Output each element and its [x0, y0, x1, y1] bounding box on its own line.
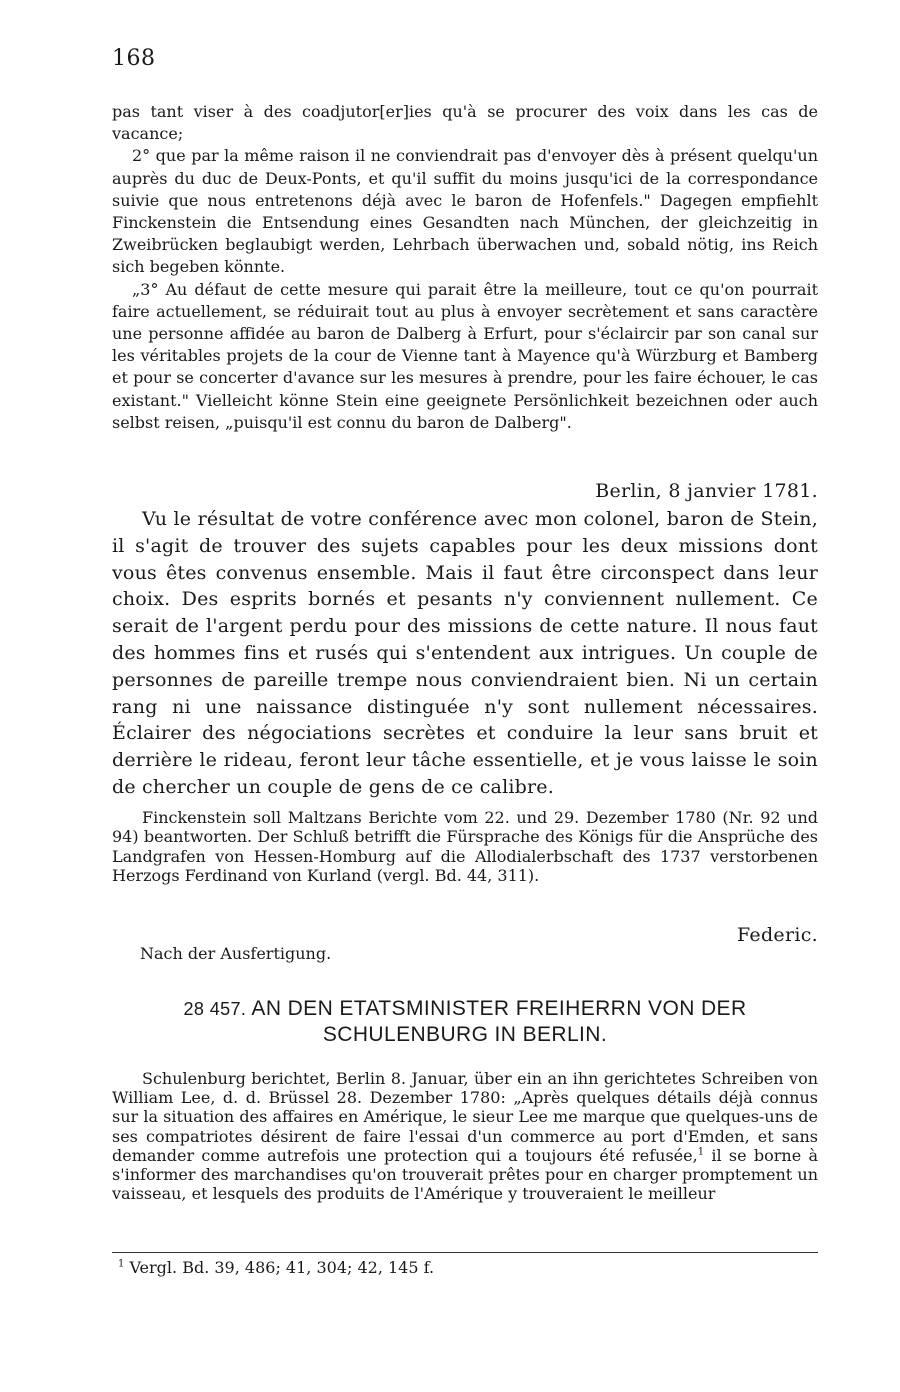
place-date: Berlin, 8 janvier 1781. — [595, 480, 818, 502]
heading-line-1 — [112, 996, 818, 1022]
preamble-paragraph: „3° Au défaut de cette mesure qui parait être la meilleure, tout ce qu'on pourrait faire actuellement, se réduirait tout au plus à envoyer secrètement et sans caractère une personne affidée au baron de Dalberg à Erfurt, pour s'éclaircir par son canal sur les véritables projets de la cour de Vienne tant à Mayence qu'à Würzburg et Bamberg et pour se concerter d'avance sur les mesures à prendre, pour les faire échouer, le cas existant." Vielleicht könne Stein eine geeignete Persönlichkeit bezeichnen oder auch selbst reisen, „puisqu'il est connu du baron de Dalberg". — [112, 279, 818, 432]
footnote-reference[interactable]: 1 — [697, 1146, 705, 1158]
preamble-text — [112, 101, 818, 434]
heading-line-2: SCHULENBURG IN BERLIN. — [322, 1023, 608, 1046]
footnote-marker: 1 — [118, 1258, 125, 1270]
summary-note — [112, 808, 818, 886]
document-text-part: il se borne à s'informer des marchandises qu'on trouverait prêtes pour en charger promptement un vaisseau, et lesquels des produits de l'Amérique y trouveraient le meilleur — [112, 1145, 819, 1204]
preamble-paragraph: 2° que par la même raison il ne conviendrait pas d'envoyer dès à présent quelqu'un auprès du duc de Deux-Ponts, et qu'il suffit du moins jusqu'ici de la correspondance suivie que nous entretenons déjà avec le baron de Hofenfels." Dagegen empfiehlt Finckenstein die Entsendung eines Gesandten nach München, der gleichzeitig in Zweibrücken beglaubigt werden, Lehrbach überwachen und, sobald nötig, ins Reich sich begeben könnte. — [112, 146, 818, 277]
preamble-paragraph: pas tant viser à des coadjutor[er]ies qu'à se procurer des voix dans les cas de vacance; — [112, 102, 818, 144]
document-text-part: Schulenburg berichtet, Berlin 8. Januar, über ein an ihn gerichtetes Schreiben von William Lee, d. d. Brüssel 28. Dezember 1780: „Après quelques détails déjà connus sur la situation des affaires en Amérique, le sieur Lee me marque que quelques-uns de ses compatriotes désirent de faire l'essai d'un commerce au port d'Emden, et sans demander comme autrefois une protection qui a toujours été refusée, — [112, 1069, 818, 1165]
footnote — [118, 1258, 434, 1277]
letter-body — [112, 506, 818, 801]
document-text — [112, 1053, 818, 1219]
letter-paragraph: Vu le résultat de votre conférence avec mon colonel, baron de Stein, il s'agit de trouver des sujets capables pour les deux missions dont vous êtes convenus ensemble. Mais il faut être circonspect dans leur choix. Des esprits bornés et pesants n'y conviennent nullement. Ce serait de l'argent perdu pour des missions de cette nature. Il nous faut des hommes fins et rusés qui s'entendent aux intrigues. Un couple de personnes de pareille trempe nous conviendraient bien. Ni un certain rang ni une naissance distinguée n'y sont nullement nécessaires. Éclairer des négociations secrètes et conduire la leur sans bruit et derrière le rideau, feront leur tâche essentielle, et je vous laisse le soin de chercher un couple de gens de ce calibre. — [112, 508, 818, 798]
signature: Federic. — [736, 924, 818, 946]
document-number: 28 457. — [183, 999, 247, 1019]
footnote-text: Vergl. Bd. 39, 486; 41, 304; 42, 145 f. — [129, 1258, 435, 1277]
document-paragraph — [112, 1069, 818, 1203]
heading-title-1: AN DEN ETATSMINISTER FREIHERRN VON DER — [251, 997, 747, 1020]
document-heading — [112, 996, 818, 1048]
summary-paragraph: Finckenstein soll Maltzans Berichte vom 22. und 29. Dezember 1780 (Nr. 92 und 94) beantworten. Der Schluß betrifft die Fürsprache des Königs für die Ansprüche des Landgrafen von Hessen-Homburg auf die Allodialerbschaft des 1737 verstorbenen Herzogs Ferdinand von Kurland (vergl. Bd. 44, 311). — [112, 808, 818, 886]
footnote-divider — [112, 1252, 818, 1253]
page-number: 168 — [112, 46, 156, 71]
source-note: Nach der Ausfertigung. — [140, 944, 332, 963]
